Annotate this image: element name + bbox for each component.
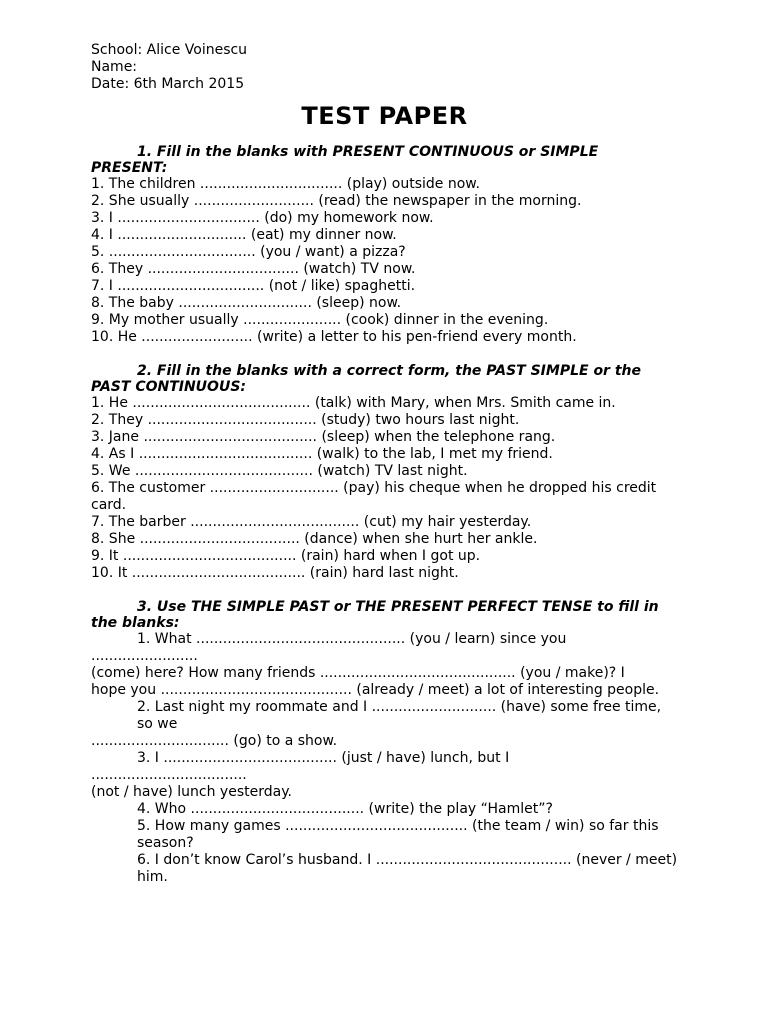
exercise-line: 1. He ........................................ (talk) with Mary, when Mrs. Smith came in.	[91, 395, 616, 411]
exercise-line: 7. I ................................. (not / like) spaghetti.	[91, 278, 416, 294]
exercise-line: 6. I don’t know Carol’s husband. I ............................................ (never / meet) him.	[137, 852, 678, 885]
exercise-line: 4. As I ....................................... (walk) to the lab, I met my friend.	[91, 446, 553, 462]
section-2-items	[91, 395, 678, 582]
exercise-line: 8. The baby .............................. (sleep) now.	[91, 295, 402, 311]
page-title: TEST PAPER	[301, 102, 468, 130]
exercise-line: ........................	[91, 648, 198, 664]
exercise-line: 6. They .................................. (watch) TV now.	[91, 261, 416, 277]
exercise-line: 2. Last night my roommate and I ............................ (have) some free time, so we	[137, 699, 662, 732]
exercise-line: 9. It ....................................... (rain) hard when I got up.	[91, 548, 481, 564]
section-1-title: 1. Fill in the blanks with PRESENT CONTINUOUS or SIMPLE PRESENT:	[91, 144, 599, 176]
school-line: School: Alice Voinescu	[91, 42, 248, 58]
exercise-line: 6. The customer ............................. (pay) his cheque when he dropped his credit card.	[91, 480, 657, 513]
exercise-line: 1. What ............................................... (you / learn) since you	[137, 631, 567, 647]
name-line: Name:	[91, 59, 138, 75]
exercise-line: ............................... (go) to a show.	[91, 733, 338, 749]
exercise-line: 7. The barber ...................................... (cut) my hair yesterday.	[91, 514, 532, 530]
spacer	[91, 346, 678, 363]
header-block	[91, 42, 678, 93]
spacer	[91, 582, 678, 599]
exercise-line: 4. Who ....................................... (write) the play “Hamlet”?	[137, 801, 553, 817]
section-1-items	[91, 176, 678, 346]
exercise-line: 2. She usually ........................... (read) the newspaper in the morning.	[91, 193, 582, 209]
exercise-line: 3. I ................................ (do) my homework now.	[91, 210, 434, 226]
exercise-line: 4. I ............................. (eat) my dinner now.	[91, 227, 397, 243]
section-3-items	[91, 631, 678, 886]
exercise-line: (come) here? How many friends ............................................ (you / make)? I	[91, 665, 625, 681]
section-2-title: 2. Fill in the blanks with a correct form, the PAST SIMPLE or the PAST CONTINUOUS:	[91, 363, 641, 395]
exercise-line: 5. ................................. (you / want) a pizza?	[91, 244, 406, 260]
exercise-line: 3. I ....................................... (just / have) lunch, but I	[137, 750, 510, 766]
exercise-line: 8. She .................................... (dance) when she hurt her ankle.	[91, 531, 538, 547]
exercise-line: 3. Jane ....................................... (sleep) when the telephone rang.	[91, 429, 556, 445]
section-3-title: 3. Use THE SIMPLE PAST or THE PRESENT PERFECT TENSE to fill in the blanks:	[91, 599, 659, 631]
exercise-line: 5. How many games ......................................... (the team / win) so far this season?	[137, 818, 659, 851]
exercise-line: 10. It ....................................... (rain) hard last night.	[91, 565, 459, 581]
date-line: Date: 6th March 2015	[91, 76, 245, 92]
exercise-line: 2. They ...................................... (study) two hours last night.	[91, 412, 520, 428]
exercise-line: 1. The children ................................ (play) outside now.	[91, 176, 480, 192]
exercise-line: 9. My mother usually ...................... (cook) dinner in the evening.	[91, 312, 549, 328]
exercise-line: ...................................	[91, 767, 247, 783]
exercise-line: 10. He ......................... (write) a letter to his pen-friend every month.	[91, 329, 577, 345]
exercise-line: 5. We ........................................ (watch) TV last night.	[91, 463, 468, 479]
exercise-line: hope you ........................................... (already / meet) a lot of interesting people.	[91, 682, 660, 698]
exercise-line: (not / have) lunch yesterday.	[91, 784, 292, 800]
